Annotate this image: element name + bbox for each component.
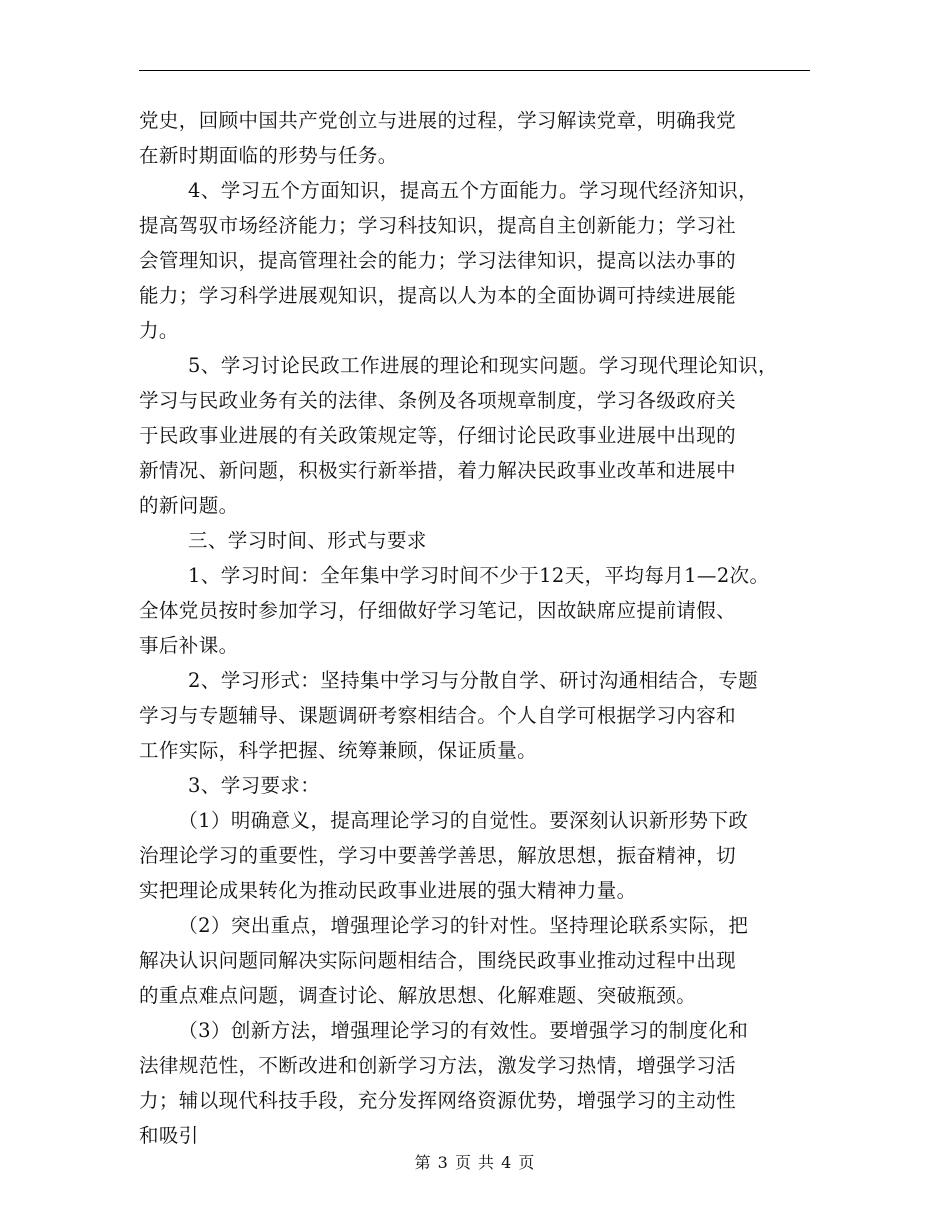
text-line: （3）创新方法，增强理论学习的有效性。要增强学习的制度化和 xyxy=(178,1019,749,1042)
text-line: （1）明确意义，提高理论学习的自觉性。要深刻认识新形势下政 xyxy=(178,809,749,832)
text-line: 法律规范性，不断改进和创新学习方法，激发学习热情，增强学习活 xyxy=(139,1054,737,1077)
header-rule xyxy=(139,70,810,71)
text-line: 3、学习要求： xyxy=(188,774,321,797)
text-line: 事后补课。 xyxy=(139,634,239,657)
text-line: 力；辅以现代科技手段，充分发挥网络资源优势，增强学习的主动性 xyxy=(139,1089,737,1112)
text-line: 全体党员按时参加学习，仔细做好学习笔记，因故缺席应提前请假、 xyxy=(139,599,737,622)
text-line: 1、学习时间：全年集中学习时间不少于12天，平均每月1—2次。 xyxy=(188,564,770,587)
text-line: 工作实际，科学把握、统筹兼顾，保证质量。 xyxy=(139,739,538,762)
text-line: 会管理知识，提高管理社会的能力；学习法律知识，提高以法办事的 xyxy=(139,249,737,272)
text-line: 学习与民政业务有关的法律、条例及各项规章制度，学习各级政府关 xyxy=(139,389,737,412)
text-line: 提高驾驭市场经济能力；学习科技知识，提高自主创新能力；学习社 xyxy=(139,214,737,237)
text-line: 5、学习讨论民政工作进展的理论和现实问题。学习现代理论知识， xyxy=(188,354,778,377)
text-line: 于民政事业进展的有关政策规定等，仔细讨论民政事业进展中出现的 xyxy=(139,424,737,447)
text-line: 党史，回顾中国共产党创立与进展的过程，学习解读党章，明确我党 xyxy=(139,109,737,132)
text-line: 实把理论成果转化为推动民政事业进展的强大精神力量。 xyxy=(139,879,637,902)
text-line: 治理论学习的重要性，学习中要善学善思，解放思想，振奋精神，切 xyxy=(139,844,737,867)
text-line: 学习与专题辅导、课题调研考察相结合。个人自学可根据学习内容和 xyxy=(139,704,737,727)
text-line: （2）突出重点，增强理论学习的针对性。坚持理论联系实际，把 xyxy=(178,914,749,937)
text-line: 4、学习五个方面知识，提高五个方面能力。学习现代经济知识， xyxy=(188,179,759,202)
text-line: 能力；学习科学进展观知识，提高以人为本的全面协调可持续进展能 xyxy=(139,284,737,307)
text-line: 的新问题。 xyxy=(139,494,239,517)
text-line: 在新时期面临的形势与任务。 xyxy=(139,144,398,167)
page-number-footer: 第 3 页 共 4 页 xyxy=(414,1153,536,1172)
text-line: 和吸引 xyxy=(139,1124,199,1147)
text-line: 的重点难点问题，调查讨论、解放思想、化解难题、突破瓶颈。 xyxy=(139,984,697,1007)
text-line: 力。 xyxy=(139,319,179,342)
document-body xyxy=(139,103,819,1153)
text-line: 解决认识问题同解决实际问题相结合，围绕民政事业推动过程中出现 xyxy=(139,949,737,972)
text-line: 2、学习形式：坚持集中学习与分散自学、研讨沟通相结合，专题 xyxy=(188,669,759,692)
text-line: 三、学习时间、形式与要求 xyxy=(188,529,427,552)
text-line: 新情况、新问题，积极实行新举措，着力解决民政事业改革和进展中 xyxy=(139,459,737,482)
